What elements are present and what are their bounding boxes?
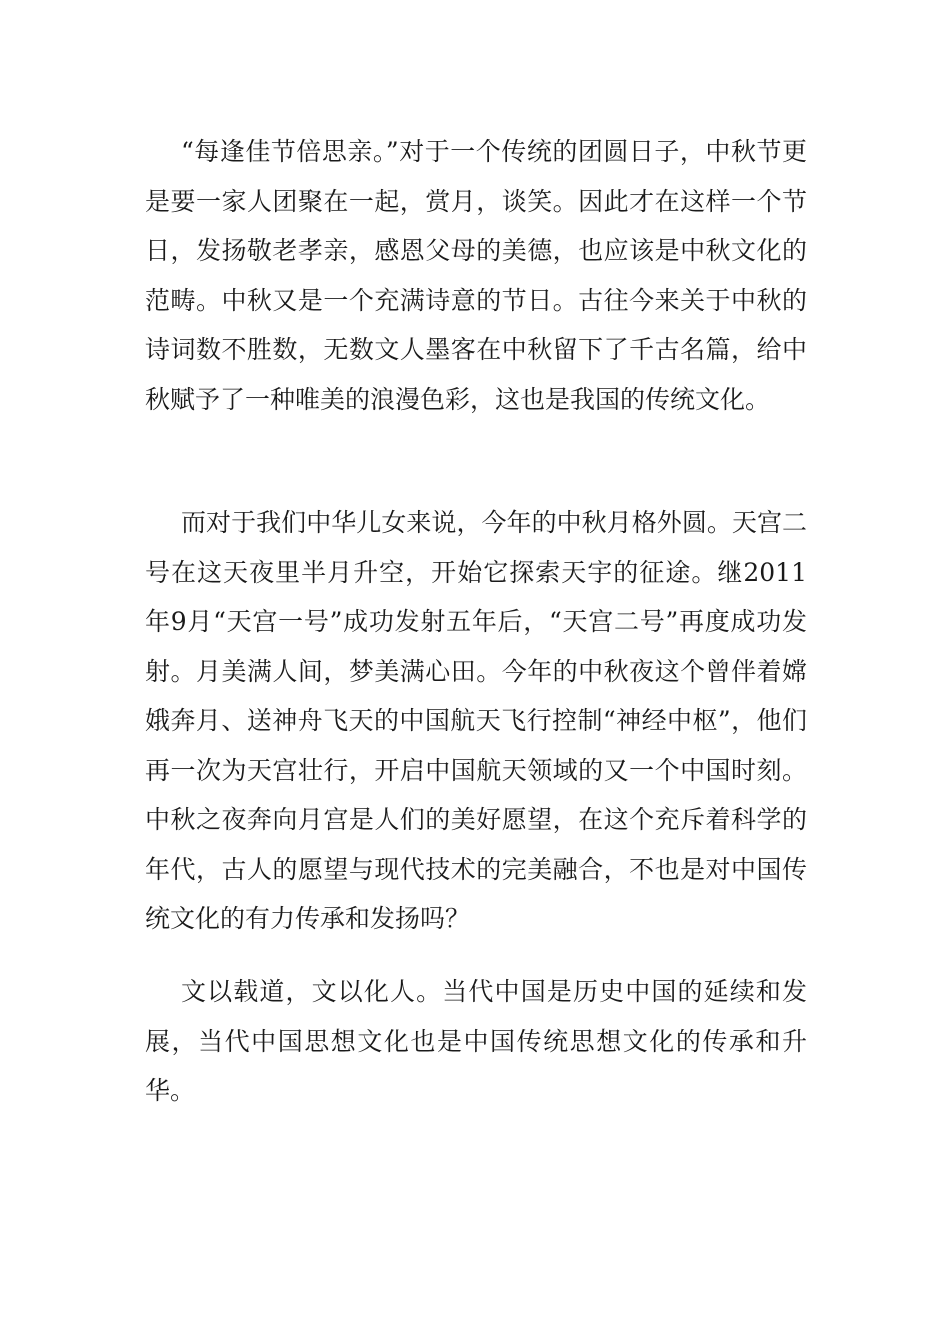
paragraph-1: “每逢佳节倍思亲。”对于一个传统的团圆日子，中秋节更是要一家人团聚在一起，赏月，谈笑。因此才在这样一个节日，发扬敬老孝亲，感恩父母的美德，也应该是中秋文化的范畴。中秋又是一个充满诗意的节日。古往今来关于中秋的诗词数不胜数，无数文人墨客在中秋留下了千古名篇，给中秋赋予了一种唯美的浪漫色彩，这也是我国的传统文化。 xyxy=(145,137,807,414)
paragraph-2-container xyxy=(145,498,807,944)
paragraph-3: 文以载道，文以化人。当代中国是历史中国的延续和发展，当代中国思想文化也是中国传统思想文化的传承和升华。 xyxy=(145,977,807,1105)
paragraph-3-container xyxy=(145,967,807,1116)
paragraph-2: 而对于我们中华儿女来说，今年的中秋月格外圆。天宫二号在这天夜里半月升空，开始它探索天宇的征途。继2011年9月“天宫一号”成功发射五年后，“天宫二号”再度成功发射。月美满人间，梦美满心田。今年的中秋夜这个曾伴着嫦娥奔月、送神舟飞天的中国航天飞行控制“神经中枢”，他们再一次为天宫壮行，开启中国航天领域的又一个中国时刻。中秋之夜奔向月宫是人们的美好愿望，在这个充斥着科学的年代，古人的愿望与现代技术的完美融合，不也是对中国传统文化的有力传承和发扬吗？ xyxy=(145,508,807,933)
paragraph-1-container xyxy=(145,127,807,424)
